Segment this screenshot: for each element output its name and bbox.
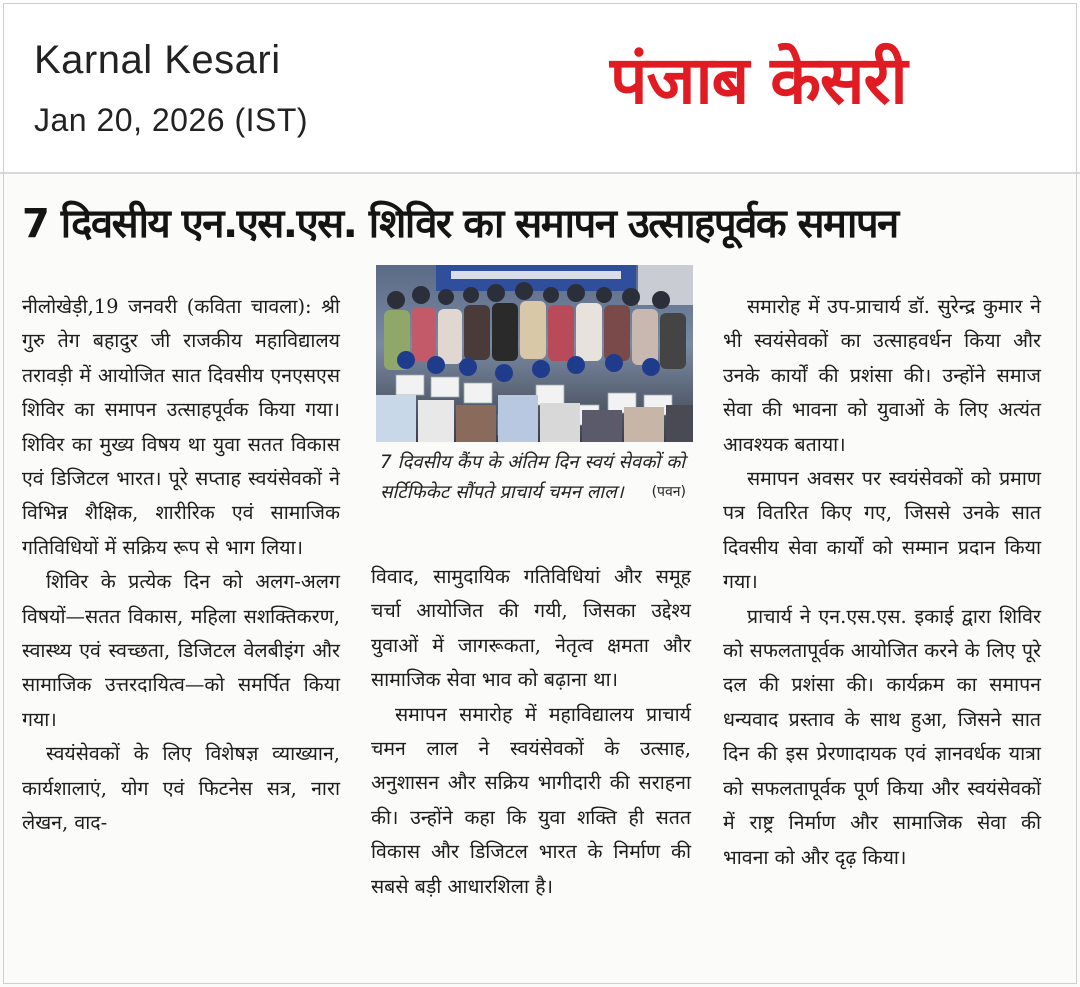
paragraph: समापन समारोह में महाविद्यालय प्राचार्य चमन लाल ने स्वयंसेवकों के उत्साह, अनुशासन और सक्रिय भागीदारी की सराहना की। उन्होंने कहा कि युवा शक्ति ही सतत विकास और डिजिटल भारत के निर्माण की सबसे बड़ी आधारशिला है। — [371, 702, 691, 898]
image-border — [3, 3, 1077, 984]
photo-credit: (पवन) — [651, 483, 686, 500]
paragraph: शिविर के प्रत्येक दिन को अलग-अलग विषयों—सतत विकास, महिला सशक्तिकरण, स्वास्थ्य एवं स्वच्छता, डिजिटल वेलबीइंग और सामाजिक उत्तरदायित्व—को समर्पित किया गया। — [22, 570, 340, 731]
article-headline: 7 दिवसीय एन.एस.एस. शिविर का समापन उत्साहपूर्वक समापन — [22, 201, 898, 247]
paragraph: विवाद, सामुदायिक गतिविधियां और समूह चर्चा आयोजित की गयी, जिसका उद्देश्य युवाओं में जागरूकता, नेतृत्व क्षमता और सामाजिक सेवा भाव को बढ़ाना था। — [371, 565, 691, 692]
paragraph: नीलोखेड़ी,19 जनवरी (कविता चावला): श्री गुरु तेग बहादुर जी राजकीय महाविद्यालय तरावड़ी में आयोजित सात दिवसीय एनएसएस शिविर का समापन उत्साहपूर्वक किया गया। शिविर का मुख्य विषय था युवा सतत विकास एवं डिजिटल भारत। पूरे सप्ताह स्वयंसेवकों ने विभिन्न शैक्षिक, शारीरिक एवं सामाजिक गतिविधियों में सक्रिय रूप से भाग लिया। — [22, 295, 340, 559]
paragraph: स्वयंसेवकों के लिए विशेषज्ञ व्याख्यान, कार्यशालाएं, योग एवं फिटनेस सत्र, नारा लेखन, वाद- — [22, 742, 340, 835]
edition-name: Karnal Kesari — [34, 38, 281, 82]
paragraph: प्राचार्य ने एन.एस.एस. इकाई द्वारा शिविर को सफलतापूर्वक आयोजित करने के लिए पूरे दल की प्रशंसा की। कार्यक्रम का समापन धन्यवाद प्रस्ताव के साथ हुआ, जिसने सात दिन की इस प्रेरणादायक एवं ज्ञानवर्धक यात्रा को सफलतापूर्वक पूर्ण किया और स्वयंसेवकों में राष्ट्र निर्माण और सामाजिक सेवा की भावना को और दृढ़ किया। — [723, 604, 1041, 869]
paragraph: समारोह में उप-प्राचार्य डॉ. सुरेन्द्र कुमार ने भी स्वयंसेवकों का उत्साहवर्धन किया और उनके कार्यों की प्रशंसा की। उन्होंने समाज सेवा की भावना को युवाओं के लिए अत्यंत आवश्यक बताया। — [723, 295, 1041, 456]
newspaper-logo: पंजाब केसरी — [610, 42, 907, 119]
paragraph: समापन अवसर पर स्वयंसेवकों को प्रमाण पत्र वितरित किए गए, जिससे उनके सात दिवसीय सेवा कार्यों को सम्मान प्रदान किया गया। — [723, 467, 1041, 594]
caption-text: 7 दिवसीय कैंप के अंतिम दिन स्वयं सेवकों को सर्टिफिकेट सौंपते प्राचार्य चमन लाल। — [380, 452, 686, 503]
publication-date: Jan 20, 2026 (IST) — [34, 102, 309, 138]
